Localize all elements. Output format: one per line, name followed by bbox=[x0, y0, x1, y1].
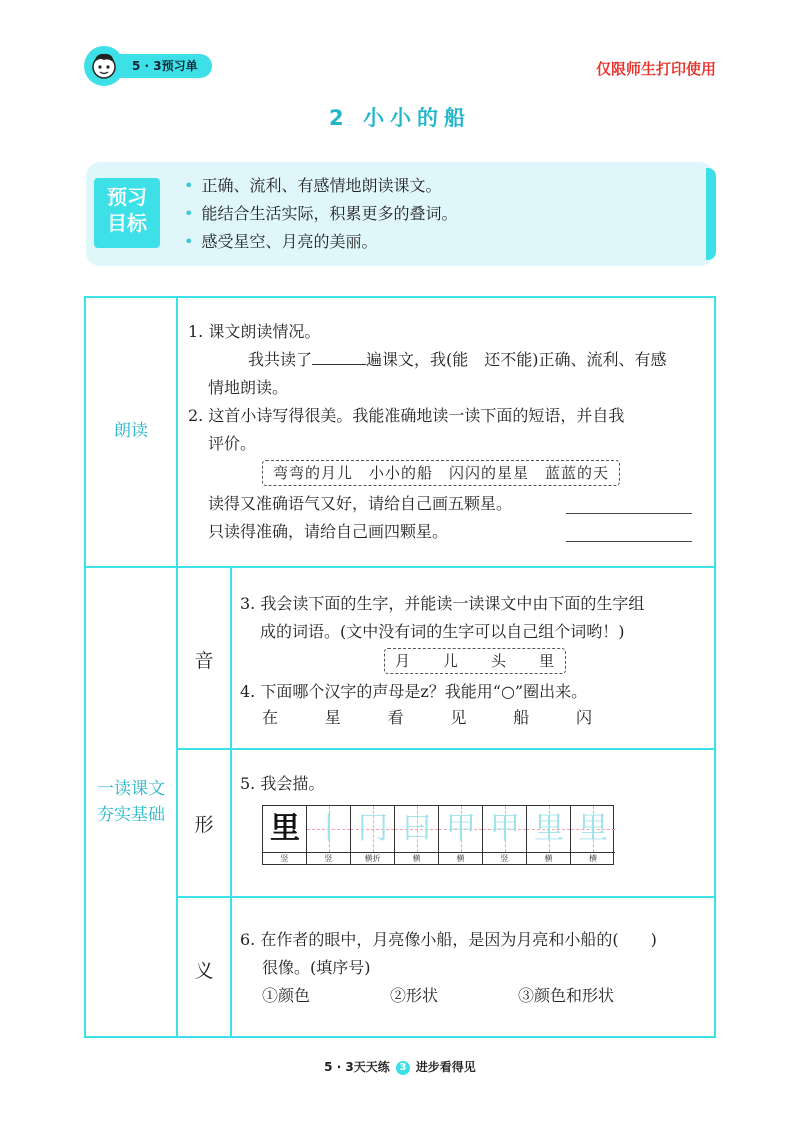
char-option[interactable]: 见 bbox=[450, 708, 467, 727]
trace-cell[interactable]: 里 bbox=[527, 806, 571, 852]
question-2-line2: 评价。 bbox=[208, 434, 257, 453]
footer-slogan: 进步看得见 bbox=[415, 1060, 476, 1074]
table-divider-row2 bbox=[176, 748, 716, 750]
badge-label: 5 · 3预习单 bbox=[112, 54, 212, 78]
question-1-line1: 我共读了 遍课文，我(能 还不能)正确、流利、有感 bbox=[248, 350, 667, 369]
new-chars-box: 月 儿 头 里 bbox=[384, 648, 566, 674]
table-border-bottom bbox=[84, 1036, 716, 1038]
sub-label-sound: 音 bbox=[194, 650, 214, 672]
goals-tag-line1: 预习 bbox=[107, 185, 147, 209]
question-4-chars bbox=[262, 704, 592, 732]
char-option[interactable]: 在 bbox=[262, 708, 279, 727]
page-title: 2 小小的船 bbox=[329, 106, 471, 130]
stroke-label: 横折 bbox=[351, 852, 395, 865]
goal-item: • 正确、流利、有感情地朗读课文。 bbox=[184, 176, 442, 195]
option-2[interactable]: ②形状 bbox=[390, 986, 439, 1005]
trace-cell[interactable]: 丨 bbox=[307, 806, 351, 852]
stroke-label: 竖 bbox=[483, 852, 527, 865]
goal-item: • 感受星空、月亮的美丽。 bbox=[184, 232, 378, 251]
print-notice: 仅限师生打印使用 bbox=[595, 60, 716, 78]
goals-tag bbox=[94, 178, 160, 248]
question-4-line1: 4. 下面哪个汉字的声母是z？我能用“○”圈出来。 bbox=[240, 682, 588, 701]
option-1[interactable]: ①颜色 bbox=[262, 986, 311, 1005]
series-badge bbox=[84, 48, 212, 84]
table-border-right bbox=[714, 296, 716, 1038]
times-read-blank[interactable] bbox=[312, 348, 366, 365]
char-option[interactable]: 船 bbox=[513, 708, 530, 727]
stroke-label: 横 bbox=[439, 852, 483, 865]
model-char: 里 bbox=[270, 811, 300, 846]
question-2-line1: 2. 这首小诗写得很美。我能准确地读一读下面的短语，并自我 bbox=[188, 406, 625, 425]
question-3-line2: 成的词语。(文中没有词的生字可以自己组个词哟！) bbox=[260, 622, 625, 641]
trace-cell[interactable]: 甲 bbox=[483, 806, 527, 852]
writing-grid bbox=[262, 805, 614, 865]
option-3[interactable]: ③颜色和形状 bbox=[518, 986, 615, 1005]
stroke-label: 横 bbox=[571, 852, 615, 865]
section-label-reading: 朗读 bbox=[114, 421, 148, 441]
goals-tag-line2: 目标 bbox=[107, 211, 147, 235]
bullet-icon: • bbox=[184, 176, 194, 195]
question-1-line2: 情地朗读。 bbox=[208, 378, 289, 397]
rating-five-stars: 读得又准确语气又好，请给自己画五颗星。 bbox=[208, 494, 513, 513]
five-stars-answer-line[interactable] bbox=[566, 513, 692, 514]
rating-four-stars: 只读得准确，请给自己画四颗星。 bbox=[208, 522, 449, 541]
sub-label-meaning: 义 bbox=[194, 960, 214, 982]
table-border-top bbox=[84, 296, 716, 298]
question-5: 5. 我会描。 bbox=[240, 774, 325, 793]
stroke-label: 竖 bbox=[307, 852, 351, 865]
four-stars-answer-line[interactable] bbox=[566, 541, 692, 542]
char-option[interactable]: 星 bbox=[324, 708, 341, 727]
goal-item: • 能结合生活实际，积累更多的叠词。 bbox=[184, 204, 458, 223]
question-6-line1: 6. 在作者的眼中，月亮像小船，是因为月亮和小船的( ) bbox=[240, 930, 657, 949]
question-6-line2: 很像。(填序号) bbox=[262, 958, 371, 977]
bullet-icon: • bbox=[184, 232, 194, 251]
trace-cell[interactable]: 里 bbox=[571, 806, 615, 852]
question-1-title: 1. 课文朗读情况。 bbox=[188, 322, 321, 341]
trace-cell[interactable]: 冂 bbox=[351, 806, 395, 852]
question-3-line1: 3. 我会读下面的生字，并能读一读课文中由下面的生字组 bbox=[240, 594, 645, 613]
char-option[interactable]: 闪 bbox=[575, 708, 592, 727]
mascot-icon bbox=[84, 46, 124, 86]
stroke-label: 横 bbox=[395, 852, 439, 865]
bullet-icon: • bbox=[184, 204, 194, 223]
sub-label-shape: 形 bbox=[194, 814, 214, 836]
model-cell bbox=[263, 806, 307, 852]
table-divider-row1 bbox=[84, 566, 716, 568]
table-border-left bbox=[84, 296, 86, 1038]
goals-list bbox=[184, 172, 457, 256]
section-label-basics: 一读课文 夯实基础 bbox=[97, 779, 165, 825]
footer-series: 5 · 3天天练 bbox=[324, 1060, 390, 1074]
trace-cell[interactable]: 甲 bbox=[439, 806, 483, 852]
page-footer bbox=[0, 1058, 800, 1075]
phrases-box: 弯弯的月儿 小小的船 闪闪的星星 蓝蓝的天 bbox=[262, 460, 620, 486]
stroke-label: 竖 bbox=[263, 852, 307, 865]
goals-accent-strip bbox=[706, 168, 716, 260]
char-option[interactable]: 看 bbox=[387, 708, 404, 727]
stroke-label: 横 bbox=[527, 852, 571, 865]
page-number: 3 bbox=[396, 1061, 410, 1075]
trace-cell[interactable]: 曰 bbox=[395, 806, 439, 852]
table-divider-row3 bbox=[176, 896, 716, 898]
